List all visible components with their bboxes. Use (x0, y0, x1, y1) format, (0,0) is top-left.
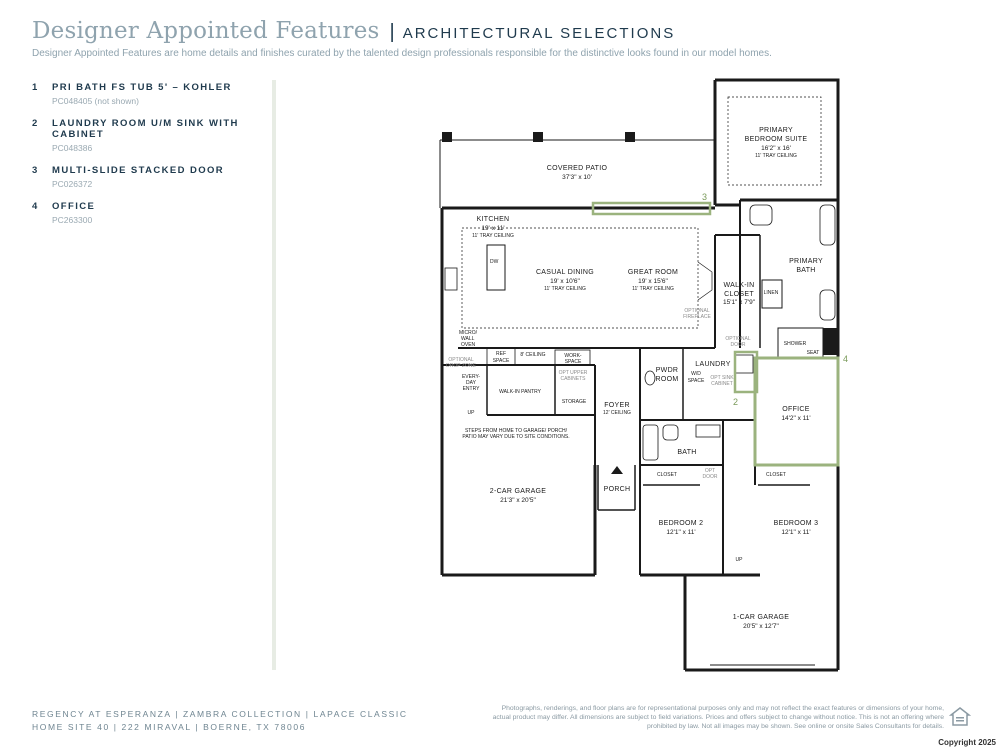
ref-space-label-2: SPACE (492, 358, 510, 364)
primary-bath-label: PRIMARY (789, 258, 823, 265)
feature-code: PC048386 (52, 143, 93, 153)
porch-label: PORCH (603, 486, 631, 493)
casual-dining-dim: 19' x 10'6" (550, 278, 580, 285)
wd-space-label-2: SPACE (687, 378, 705, 384)
walk-in-pantry-label: WALK-IN PANTRY (499, 389, 541, 395)
feature-code: PC263300 (52, 215, 93, 225)
seat-label: SEAT (806, 350, 820, 356)
page-title: Designer Appointed Features (32, 18, 380, 44)
up-label-1: UP (467, 410, 475, 416)
primary-suite-label: PRIMARY (759, 127, 793, 134)
walk-in-closet-label: WALK-IN (723, 282, 755, 289)
laundry-label: LAUNDRY (695, 361, 731, 368)
page-subtitle: ARCHITECTURAL SELECTIONS (402, 25, 676, 42)
foyer-note: 12' CEILING (603, 410, 631, 416)
patio-column (442, 132, 452, 142)
great-room-dim: 19' x 15'6" (638, 278, 668, 285)
casual-dining-note: 11' TRAY CEILING (544, 286, 586, 292)
steps-note-2: PATIO MAY VARY DUE TO SITE CONDITIONS. (462, 434, 570, 440)
optional-door-label: OPTIONAL (725, 336, 751, 342)
opt-upper-label: OPT UPPER (558, 370, 588, 376)
micro-label-2: WALL (461, 336, 475, 342)
optional-door-label-2: DOOR (730, 342, 746, 348)
kitchen-label: KITCHEN (476, 216, 510, 223)
page-description: Designer Appointed Features are home details and finishes curated by the talented design professionals responsible for the distinctive looks found in our model homes. (32, 48, 772, 59)
callout-4: 4 (843, 354, 849, 364)
storage-label: STORAGE (561, 399, 587, 405)
cooktop (445, 268, 457, 290)
feature-code: PC048405 (not shown) (52, 96, 139, 106)
feature-number: 2 (32, 118, 39, 129)
ref-space-label: REF (496, 351, 506, 357)
office-dim: 14'2" x 11' (781, 415, 811, 422)
primary-suite-label-2: BEDROOM SUITE (744, 136, 808, 143)
closet-label-2: CLOSET (765, 472, 787, 478)
office-label: OFFICE (782, 406, 810, 413)
feature-number: 1 (32, 82, 39, 93)
kitchen-island (487, 245, 505, 290)
drop-zone-label-2: DROP ZONE (446, 363, 476, 369)
footer-disclaimer: Photographs, renderings, and floor plans are for representational purposes only and may not reflect the exact features or dimensions of your home, actual product may differ. All dimensions are subject to field variations. Prices and offers subject to change without notice. This is not an offering where prohibited by law. Not all images may be shown. See online or onsite Sales Consultants for details. (492, 705, 944, 730)
kitchen-dim: 19' x 11' (481, 225, 505, 232)
feature-name: MULTI-SLIDE STACKED DOOR (52, 165, 225, 176)
title-separator: | (389, 21, 395, 43)
feature-code: PC026372 (52, 179, 93, 189)
optional-fireplace-label: OPTIONAL (684, 308, 710, 314)
primary-bath-label-2: BATH (796, 267, 816, 274)
micro-label: MICRO/ (459, 330, 478, 336)
bedroom-2-dim: 12'1" x 11' (666, 529, 696, 536)
optional-fireplace-label-2: FIREPLACE (683, 314, 711, 320)
footer-community (32, 708, 408, 734)
micro-label-3: OVEN (461, 342, 476, 348)
everyday-entry-label-2: DAY (466, 380, 476, 386)
shower-label: SHOWER (783, 341, 807, 347)
work-space-label-2: SPACE (564, 359, 582, 365)
opt-door-label-2: DOOR (702, 474, 718, 480)
bedroom-3-label: BEDROOM 3 (773, 520, 819, 527)
garage-2-label: 2-CAR GARAGE (489, 488, 547, 495)
callout-3: 3 (702, 192, 708, 202)
opt-sink-label: OPT SINK (710, 375, 734, 381)
garage-1-label: 1-CAR GARAGE (732, 614, 790, 621)
steps-note: STEPS FROM HOME TO GARAGE/ PORCH/ (464, 428, 568, 434)
bath-label: BATH (677, 449, 697, 456)
covered-patio-label: COVERED PATIO (546, 165, 608, 172)
feature-number: 4 (32, 201, 39, 212)
closet-label-1: CLOSET (656, 472, 678, 478)
patio-column (625, 132, 635, 142)
walk-in-closet-dim: 15'1" x 7'9" (722, 299, 756, 306)
up-label-2: UP (735, 557, 743, 563)
footer-line-2: HOME SITE 40 | 222 MIRAVAL | BOERNE, TX 78006 (32, 722, 307, 732)
callout-2: 2 (733, 397, 739, 407)
copyright-text: Copyright 2025 (938, 738, 996, 747)
great-room-note: 11' TRAY CEILING (632, 286, 674, 292)
walk-in-closet-label-2: CLOSET (724, 291, 754, 298)
foyer-label: FOYER (604, 402, 630, 409)
equal-housing-icon (949, 706, 971, 728)
opt-upper-label-2: CABINETS (560, 376, 586, 382)
feature-name: OFFICE (52, 201, 96, 212)
opt-door-label: OPT (704, 468, 716, 474)
linen-label: LINEN (763, 290, 779, 296)
feature-name: LAUNDRY ROOM U/M SINK WITH CABINET (52, 118, 239, 140)
kitchen-note: 11' TRAY CEILING (472, 233, 514, 239)
primary-suite-note: 11' TRAY CEILING (755, 153, 797, 159)
feature-number: 3 (32, 165, 39, 176)
primary-suite-dim: 16'2" x 16' (761, 145, 791, 152)
garage-2-dim: 21'3" x 20'5" (500, 497, 536, 504)
great-room-label: GREAT ROOM (627, 269, 679, 276)
garage-1-dim: 20'5" x 12'7" (743, 623, 779, 630)
bedroom-2-label: BEDROOM 2 (658, 520, 704, 527)
porch-arrow (611, 466, 623, 474)
patio-column (533, 132, 543, 142)
footer-line-1: REGENCY AT ESPERANZA | ZAMBRA COLLECTION | LAPACE CLASSIC (32, 709, 408, 719)
everyday-entry-label-3: ENTRY (462, 386, 480, 392)
fireplace-outline (698, 262, 712, 300)
covered-patio-dim: 37'3" x 10' (562, 174, 592, 181)
work-space-label: WORK- (564, 353, 582, 359)
everyday-entry-label: EVERY- (461, 374, 481, 380)
powder-room-label-2: ROOM (655, 376, 679, 383)
opt-sink-label-2: CABINET (711, 381, 733, 387)
ceiling-8-label: 8' CEILING (520, 352, 546, 358)
casual-dining-label: CASUAL DINING (535, 269, 595, 276)
dishwasher-label: DW (490, 259, 499, 265)
feature-name: PRI BATH FS TUB 5' – KOHLER (52, 82, 232, 93)
wd-space-label: W/D (691, 371, 701, 377)
powder-room-label: PWDR (655, 367, 679, 374)
bedroom-3-dim: 12'1" x 11' (781, 529, 811, 536)
drop-zone-label: OPTIONAL (448, 357, 474, 363)
